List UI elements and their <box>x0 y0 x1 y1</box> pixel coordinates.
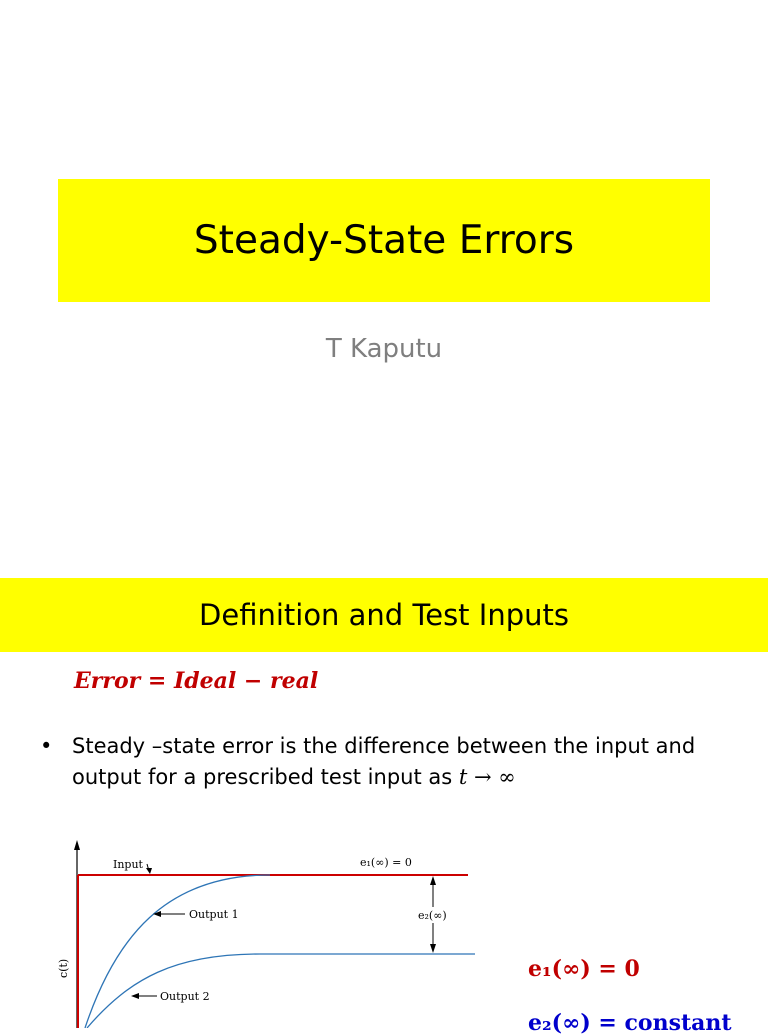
y-axis-arrow-icon <box>74 840 80 850</box>
title-banner <box>58 179 710 302</box>
section-title-banner <box>0 578 768 652</box>
output2-arrow-icon <box>131 993 139 999</box>
bullet-dot-icon: • <box>40 734 53 758</box>
definition-slide <box>0 560 768 1036</box>
e2-top-arrow-icon <box>430 876 436 885</box>
input-label: Input <box>113 858 143 871</box>
e2-label: e₂(∞) <box>418 909 447 922</box>
y-axis-label: c(t) <box>57 958 70 978</box>
e1-label: e₁(∞) = 0 <box>360 856 412 869</box>
bullet-math: t → ∞ <box>458 765 516 789</box>
section-title: Definition and Test Inputs <box>199 598 569 632</box>
step-response-figure <box>55 828 485 1028</box>
error-equation: Error = Ideal − real <box>74 668 319 694</box>
output1-curve <box>85 875 270 1028</box>
output1-label: Output 1 <box>189 908 239 921</box>
bullet-text <box>72 731 752 793</box>
e2-result-equation: e₂(∞) = constant <box>528 1010 732 1036</box>
output2-label: Output 2 <box>160 990 210 1003</box>
e2-bottom-arrow-icon <box>430 944 436 953</box>
output2-curve <box>87 954 475 1028</box>
input-arrow-icon <box>146 868 152 874</box>
e1-result-equation: e₁(∞) = 0 <box>528 956 640 982</box>
slide-title: Steady-State Errors <box>193 218 575 263</box>
author-name: T Kaputu <box>325 334 443 364</box>
response-plot <box>55 828 485 1028</box>
bullet-body: Steady –state error is the difference between the input and output for a prescribed test input as <box>72 734 696 789</box>
